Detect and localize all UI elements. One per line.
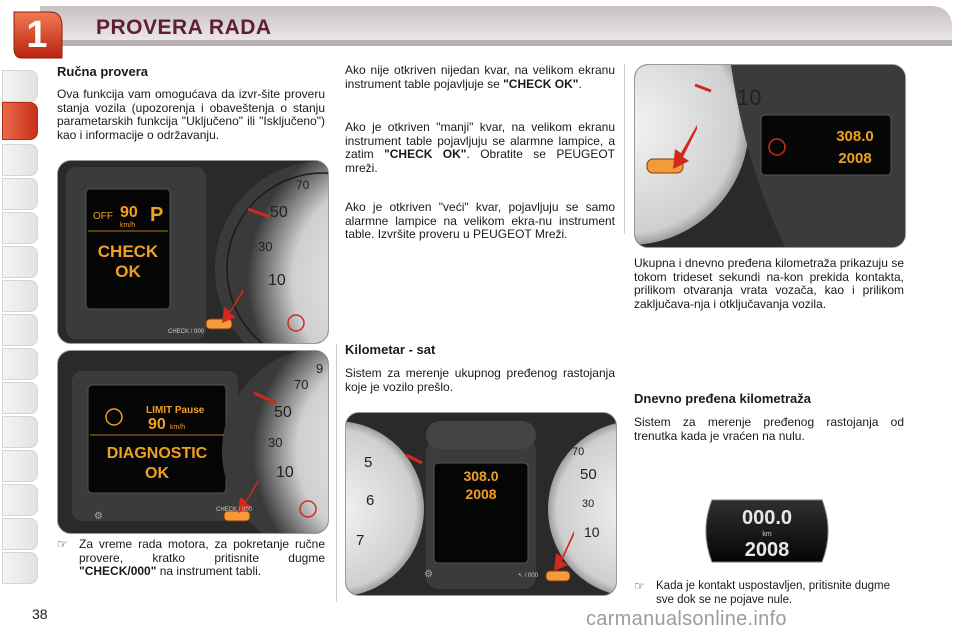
tick-label: 10 xyxy=(584,524,600,540)
wrench-icon: ⚙ xyxy=(424,569,433,580)
total-readout: 2008 xyxy=(838,150,872,167)
speed-unit: km/h xyxy=(170,424,186,431)
tick-label: 70 xyxy=(572,446,585,458)
side-tab[interactable] xyxy=(2,246,38,278)
tick-label: 5 xyxy=(364,454,373,471)
side-tab[interactable] xyxy=(2,450,38,482)
tick-label: 10 xyxy=(276,464,294,481)
speed-value: 90 xyxy=(120,204,138,221)
total-readout: 2008 xyxy=(465,486,497,502)
chapter-side-tabs xyxy=(0,62,42,582)
column-divider xyxy=(336,344,337,602)
diagnostic-message-line2: OK xyxy=(145,465,169,482)
tick-label: 30 xyxy=(258,239,273,254)
tick-label: 9 xyxy=(316,361,324,376)
trip-meter-paragraph: Sistem za merenje pređenog rastojanja od trenutka kada je vraćen na nulu. xyxy=(634,415,904,443)
manual-check-instruction xyxy=(57,538,325,594)
trip-readout: 308.0 xyxy=(836,128,874,145)
side-tab[interactable] xyxy=(2,280,38,312)
para-text: Ako nije otkriven nijedan kvar, na velikom ekranu instrument table pojavljuje se xyxy=(345,63,615,91)
speed-unit: km/h xyxy=(120,222,136,229)
manual-check-heading: Ručna provera xyxy=(57,64,149,79)
side-tab-active[interactable] xyxy=(2,102,38,140)
odometer-cluster-photo xyxy=(345,412,617,596)
limit-label: LIMIT Pause xyxy=(146,405,205,416)
side-tab[interactable] xyxy=(2,70,38,102)
page-title: PROVERA RADA xyxy=(96,16,272,39)
check-ok-reference: "CHECK OK" xyxy=(503,76,579,91)
tick-label: 70 xyxy=(296,178,310,192)
odometer-paragraph: Sistem za merenje ukupnog pređenog rastojanja koje je vozilo prešlo. xyxy=(345,366,615,394)
side-tab[interactable] xyxy=(2,552,38,584)
diagnostic-message-line1: DIAGNOSTIC xyxy=(106,445,208,462)
chapter-number: 1 xyxy=(26,13,48,56)
check-button-label: CHECK / 000 xyxy=(168,329,205,335)
tick-label: 50 xyxy=(274,404,292,421)
instruction-text-part: Za vreme rada motora, za pokretanje ručne provere, kratko pritisnite dugme xyxy=(79,537,325,565)
side-tab[interactable] xyxy=(2,212,38,244)
tick-label: 10 xyxy=(268,272,286,289)
side-tab[interactable] xyxy=(2,484,38,516)
tick-label: 50 xyxy=(270,204,288,221)
tick-label: 7 xyxy=(356,532,365,549)
chapter-badge xyxy=(10,8,64,62)
pointing-hand-icon: ☞ xyxy=(57,537,68,551)
side-tab[interactable] xyxy=(2,518,38,550)
tick-label: 30 xyxy=(268,435,283,450)
trip-readout: 308.0 xyxy=(463,468,499,484)
total-readout: 2008 xyxy=(744,539,790,561)
para-text: Ako je otkriven "manji" kvar, na velikom ekranu instrument table pojavljuju se alarmne lampice, a zatim xyxy=(345,120,615,161)
instruction-text-part: na instrument tabli. xyxy=(156,564,262,578)
tick-label: 50 xyxy=(580,466,597,483)
tick-label: 6 xyxy=(366,492,375,509)
wrench-icon: ⚙ xyxy=(94,511,103,522)
side-tab[interactable] xyxy=(2,382,38,414)
minor-fault-paragraph xyxy=(345,121,615,175)
pointing-hand-icon: ☞ xyxy=(634,579,645,593)
check-message-line1: CHECK xyxy=(97,242,159,261)
column-divider xyxy=(624,64,625,234)
watermark: carmanualsonline.info xyxy=(586,608,787,630)
tick-label: 30 xyxy=(582,498,595,510)
check-button-label: CHECK / 000 xyxy=(216,507,253,513)
trip-display-illustration xyxy=(698,498,836,564)
para-text: . Obratite se PEUGEOT mreži. xyxy=(345,147,616,175)
check-ok-cluster-photo xyxy=(57,160,329,344)
gear-indicator: P xyxy=(150,204,164,226)
trip-button-label: ↖ / 000 xyxy=(518,573,539,579)
no-fault-paragraph xyxy=(345,64,615,91)
side-tab[interactable] xyxy=(2,144,38,176)
check-button-reference: "CHECK/000" xyxy=(79,564,157,578)
diagnostic-ok-cluster-photo xyxy=(57,350,329,534)
manual-check-paragraph: Ova funkcija vam omogućava da izvr-šite proveru stanja vozila (upozorenja i obaveštenja o stanju parametarskih funkcija "Uključeno" ili "Isključeno") kao i informacije o održavanju. xyxy=(57,87,325,142)
side-tab[interactable] xyxy=(2,314,38,346)
major-fault-paragraph: Ako je otkriven "veći" kvar, pojavljuju se samo alarmne lampice na velikom ekra-nu instrument table. Izvršite proveru u PEUGEOT Mreži. xyxy=(345,200,615,241)
display-closeup-photo xyxy=(634,64,906,248)
off-label: OFF xyxy=(93,211,113,222)
tick-label: 10 xyxy=(737,85,762,110)
side-tab[interactable] xyxy=(2,348,38,380)
para-text: . xyxy=(578,76,582,91)
display-duration-paragraph: Ukupna i dnevno pređena kilometraža prikazuju se tokom trideset sekundi na-kon prekida kontakta, prilikom otvaranja vrata vozača, kao i prilikom zaključava-nja i otključavanja vozila. xyxy=(634,256,904,311)
speed-value: 90 xyxy=(148,416,166,433)
instruction-text xyxy=(79,538,325,579)
km-unit: km xyxy=(762,531,772,538)
side-tab[interactable] xyxy=(2,178,38,210)
odometer-heading: Kilometar - sat xyxy=(345,342,436,357)
check-message-line2: OK xyxy=(115,262,141,281)
tick-label: 70 xyxy=(294,377,309,392)
side-tab[interactable] xyxy=(2,416,38,448)
check-ok-reference: "CHECK OK" xyxy=(384,147,467,161)
reset-instruction xyxy=(634,580,904,610)
trip-meter-heading: Dnevno pređena kilometraža xyxy=(634,391,811,406)
trip-zero-readout: 000.0 xyxy=(741,507,793,529)
page-number: 38 xyxy=(32,606,48,622)
instruction-text: Kada je kontakt uspostavljen, pritisnite dugme sve dok se ne pojave nule. xyxy=(656,580,890,606)
